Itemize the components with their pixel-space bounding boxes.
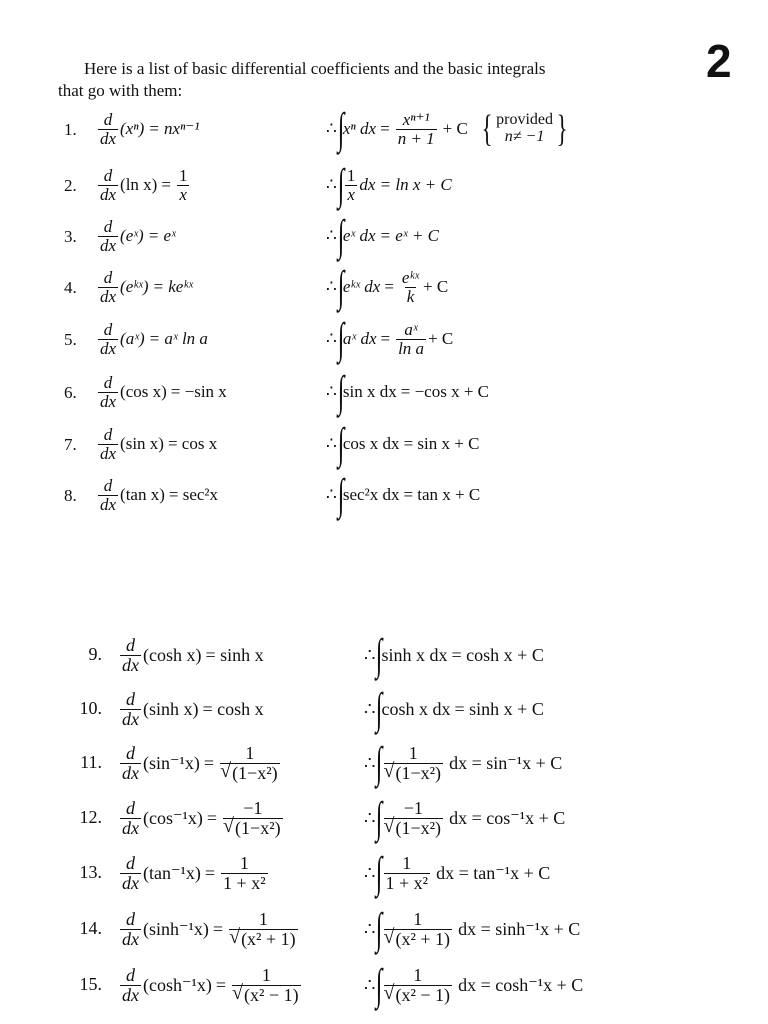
d-dx-operator: $\frac{d}{dx}$ bbox=[100, 424, 117, 463]
derivative-result: = sec²x bbox=[168, 485, 219, 504]
integral-symbol: ∫ bbox=[376, 738, 383, 788]
therefore-symbol: ∴ bbox=[326, 434, 337, 453]
integrand-fraction: $\frac{1}{x}$ bbox=[346, 165, 356, 204]
formula-row-3 bbox=[0, 211, 768, 261]
derivative-arg: (sinh⁻¹x) bbox=[143, 918, 209, 939]
row-number: 3. bbox=[64, 227, 77, 246]
row-number: 11. bbox=[80, 752, 102, 772]
row-number: 7. bbox=[64, 435, 77, 454]
integral-symbol: ∫ bbox=[337, 104, 345, 154]
integral bbox=[326, 262, 448, 312]
d-dx-operator: $\frac{d}{dx}$ bbox=[122, 688, 139, 729]
d-dx-operator: $\frac{d}{dx}$ bbox=[100, 372, 117, 411]
derivative-fraction: 1 √ (1−x²) bbox=[220, 744, 280, 783]
d-dx-operator: $\frac{d}{dx}$ bbox=[122, 797, 139, 838]
row-number: 9. bbox=[88, 644, 102, 664]
integral bbox=[364, 682, 544, 736]
integrand-fraction: 1 √ (1−x²) bbox=[384, 744, 444, 783]
integral-symbol: ∫ bbox=[337, 470, 345, 520]
integrand: aˣ dx bbox=[342, 329, 377, 348]
integral-fraction: $\frac{\text{aˣ}}{\text{ln a}}$ bbox=[398, 319, 425, 358]
integral-symbol: ∫ bbox=[337, 211, 345, 261]
integral bbox=[326, 211, 439, 261]
derivative-fraction: 1 √ (x² + 1) bbox=[229, 910, 298, 949]
therefore-symbol: ∴ bbox=[326, 485, 337, 504]
integral bbox=[364, 628, 544, 682]
intro-line-2: that go with them: bbox=[58, 81, 183, 100]
integrand: eᵏˣ dx bbox=[342, 277, 381, 296]
d-dx-operator: $\frac{d}{dx}$ bbox=[100, 475, 117, 514]
row-number: 15. bbox=[79, 974, 102, 994]
integrand: cos x dx bbox=[342, 434, 400, 453]
derivative-arg: (eˣ) bbox=[120, 226, 144, 245]
row-number: 8. bbox=[64, 486, 77, 505]
condition-note bbox=[478, 107, 571, 150]
row-number: 10. bbox=[79, 698, 102, 718]
integral-tail: dx = tan⁻¹x + C bbox=[436, 862, 551, 883]
integrand-fraction: $\frac{1}{\text{1 + x²}}$ bbox=[385, 852, 429, 893]
therefore-symbol: ∴ bbox=[326, 277, 337, 296]
integral-fraction: $\frac{\text{eᵏˣ}}{k}$ bbox=[401, 267, 420, 306]
integral-symbol: ∫ bbox=[376, 793, 383, 843]
integral-tail: dx = sinh⁻¹x + C bbox=[458, 918, 581, 939]
integrand-fraction: 1 √ (x² − 1) bbox=[384, 966, 453, 1005]
integral bbox=[364, 791, 565, 845]
integral bbox=[364, 902, 580, 956]
integral-symbol: ∫ bbox=[337, 314, 345, 364]
sqrt-icon: √ (x² − 1) bbox=[234, 985, 299, 1005]
derivative-result: = keᵏˣ bbox=[152, 277, 193, 296]
equals: = bbox=[384, 277, 394, 296]
integral-tail: + C bbox=[428, 329, 454, 348]
derivative-fraction: $\frac{1}{\text{1 + x²}}$ bbox=[223, 852, 266, 893]
integral bbox=[326, 470, 480, 520]
derivative bbox=[96, 470, 218, 520]
derivative bbox=[118, 958, 303, 1012]
page-number: 2 bbox=[706, 35, 732, 87]
derivative-result: = nxⁿ⁻¹ bbox=[148, 119, 200, 138]
formula-row-6 bbox=[0, 367, 768, 417]
equals: = bbox=[206, 807, 218, 828]
d-dx-operator: $\frac{d}{dx}$ bbox=[100, 267, 117, 306]
integrand: sin x dx bbox=[342, 382, 397, 401]
integrand-fraction: −1 √ (1−x²) bbox=[384, 799, 444, 838]
integral-tail: dx = cosh⁻¹x + C bbox=[458, 974, 584, 995]
derivative bbox=[118, 902, 300, 956]
row-number: 13. bbox=[79, 862, 102, 882]
therefore-symbol: ∴ bbox=[326, 329, 337, 348]
derivative-result: = sinh x bbox=[205, 644, 264, 665]
derivative-arg: (cos x) bbox=[120, 382, 167, 401]
integral bbox=[326, 419, 479, 469]
sqrt-icon: √ (x² − 1) bbox=[386, 985, 451, 1005]
d-dx-operator: $\frac{d}{dx}$ bbox=[122, 852, 139, 893]
derivative-arg: (ln x) bbox=[120, 175, 158, 194]
derivative-result: = aˣ ln a bbox=[148, 329, 208, 348]
integral bbox=[326, 160, 452, 210]
sqrt-icon: √ (1−x²) bbox=[386, 818, 442, 838]
derivative-result: = cosh x bbox=[202, 698, 264, 719]
integral-tail: = cosh x + C bbox=[451, 644, 544, 665]
derivative-arg: (cos⁻¹x) bbox=[143, 807, 203, 828]
formula-row-1 bbox=[0, 104, 768, 154]
row-number: 4. bbox=[64, 278, 77, 297]
equals: = bbox=[212, 918, 224, 939]
left-brace-icon: { bbox=[481, 107, 493, 150]
integral bbox=[364, 846, 550, 900]
integral-symbol: ∫ bbox=[376, 684, 383, 734]
integral-symbol: ∫ bbox=[337, 419, 345, 469]
derivative bbox=[96, 419, 217, 469]
integral-symbol: ∫ bbox=[376, 848, 383, 898]
derivative bbox=[118, 628, 264, 682]
integral-tail: = eˣ + C bbox=[379, 226, 439, 245]
integral-tail: = sinh x + C bbox=[454, 698, 544, 719]
derivative-arg: (aˣ) bbox=[120, 329, 145, 348]
derivative bbox=[118, 682, 264, 736]
integral bbox=[364, 958, 583, 1012]
derivative bbox=[96, 104, 199, 154]
formula-row-2 bbox=[0, 160, 768, 210]
sqrt-icon: √ (1−x²) bbox=[386, 763, 442, 783]
therefore-symbol: ∴ bbox=[364, 698, 376, 719]
formula-row-4 bbox=[0, 262, 768, 312]
formula-row-8 bbox=[0, 470, 768, 520]
integral-tail: dx = cos⁻¹x + C bbox=[449, 807, 566, 828]
derivative-arg: (xⁿ) bbox=[120, 119, 145, 138]
integral-symbol: ∫ bbox=[337, 262, 345, 312]
sqrt-icon: √ (1−x²) bbox=[225, 818, 281, 838]
d-dx-operator: $\frac{d}{dx}$ bbox=[122, 964, 139, 1005]
integrand: sinh x dx bbox=[381, 644, 448, 665]
formula-row-14 bbox=[0, 902, 768, 952]
derivative bbox=[96, 211, 176, 261]
derivative-arg: (eᵏˣ) bbox=[120, 277, 149, 296]
integral-symbol: ∫ bbox=[376, 904, 383, 954]
derivative-arg: (sinh x) bbox=[143, 698, 199, 719]
sqrt-icon: √ (x² + 1) bbox=[386, 929, 451, 949]
intro-text bbox=[58, 58, 678, 102]
integral bbox=[326, 104, 571, 154]
row-number: 14. bbox=[79, 918, 102, 938]
equals: = bbox=[204, 862, 216, 883]
therefore-symbol: ∴ bbox=[364, 807, 376, 828]
integral bbox=[326, 367, 489, 417]
row-number: 2. bbox=[64, 176, 77, 195]
sqrt-icon: √ (1−x²) bbox=[222, 763, 278, 783]
derivative-arg: (tan⁻¹x) bbox=[143, 862, 201, 883]
d-dx-operator: $\frac{d}{dx}$ bbox=[122, 908, 139, 949]
integral-tail: dx = ln x + C bbox=[359, 175, 452, 194]
formula-row-9 bbox=[0, 628, 768, 678]
derivative bbox=[96, 160, 191, 210]
integral-tail: dx = sin⁻¹x + C bbox=[449, 752, 563, 773]
formula-row-5 bbox=[0, 314, 768, 364]
condition-line-2: n≠ −1 bbox=[504, 128, 545, 145]
sqrt-icon: √ (x² + 1) bbox=[231, 929, 296, 949]
integral-tail: = −cos x + C bbox=[400, 382, 489, 401]
derivative-fraction: −1 √ (1−x²) bbox=[223, 799, 283, 838]
row-number: 5. bbox=[64, 330, 77, 349]
therefore-symbol: ∴ bbox=[364, 862, 376, 883]
integral-tail: = sin x + C bbox=[403, 434, 480, 453]
integral-symbol: ∫ bbox=[376, 960, 383, 1010]
derivative-result: = eˣ bbox=[147, 226, 176, 245]
derivative-arg: (cosh x) bbox=[143, 644, 202, 665]
therefore-symbol: ∴ bbox=[364, 644, 376, 665]
derivative bbox=[118, 736, 282, 790]
equals: = bbox=[380, 119, 390, 138]
integral-symbol: ∫ bbox=[337, 160, 345, 210]
equals: = bbox=[380, 329, 391, 348]
equals: = bbox=[203, 752, 215, 773]
integrand-fraction: 1 √ (x² + 1) bbox=[384, 910, 453, 949]
formula-row-10 bbox=[0, 682, 768, 732]
derivative-arg: (sin x) bbox=[120, 434, 164, 453]
d-dx-operator: $\frac{d}{dx}$ bbox=[100, 109, 117, 148]
derivative bbox=[96, 367, 227, 417]
derivative-fraction: 1 √ (x² − 1) bbox=[232, 966, 301, 1005]
therefore-symbol: ∴ bbox=[326, 175, 337, 194]
therefore-symbol: ∴ bbox=[326, 382, 337, 401]
derivative-fraction: $\frac{1}{x}$ bbox=[178, 165, 188, 204]
derivative-result: = cos x bbox=[167, 434, 218, 453]
formula-row-15 bbox=[0, 958, 768, 1008]
d-dx-operator: $\frac{d}{dx}$ bbox=[122, 742, 139, 783]
d-dx-operator: $\frac{d}{dx}$ bbox=[100, 165, 117, 204]
formula-row-12 bbox=[0, 791, 768, 841]
therefore-symbol: ∴ bbox=[326, 119, 337, 138]
d-dx-operator: $\frac{d}{dx}$ bbox=[122, 634, 139, 675]
formula-row-11 bbox=[0, 736, 768, 786]
integral-fraction: $\frac{\text{xⁿ⁺¹}}{n + 1}$ bbox=[397, 109, 435, 148]
derivative bbox=[118, 846, 270, 900]
right-brace-icon: } bbox=[556, 107, 568, 150]
row-number: 12. bbox=[79, 807, 102, 827]
derivative-arg: (sin⁻¹x) bbox=[143, 752, 200, 773]
intro-line-1: Here is a list of basic differential coefficients and the basic integrals bbox=[84, 59, 546, 78]
row-number: 6. bbox=[64, 383, 77, 402]
formula-row-7 bbox=[0, 419, 768, 469]
integral bbox=[326, 314, 453, 364]
row-number: 1. bbox=[64, 120, 77, 139]
d-dx-operator: $\frac{d}{dx}$ bbox=[100, 216, 117, 255]
derivative-arg: (tan x) bbox=[120, 485, 165, 504]
equals: = bbox=[161, 175, 171, 194]
therefore-symbol: ∴ bbox=[364, 974, 376, 995]
integrand: sec²x dx bbox=[342, 485, 400, 504]
derivative-arg: (cosh⁻¹x) bbox=[143, 974, 212, 995]
formula-row-13 bbox=[0, 846, 768, 896]
integrand: xⁿ dx bbox=[342, 119, 377, 138]
derivative bbox=[96, 262, 193, 312]
integral-symbol: ∫ bbox=[376, 630, 383, 680]
integral-tail: + C bbox=[423, 277, 449, 296]
integrand: cosh x dx bbox=[381, 698, 451, 719]
therefore-symbol: ∴ bbox=[364, 752, 376, 773]
d-dx-operator: $\frac{d}{dx}$ bbox=[100, 319, 117, 358]
equals: = bbox=[215, 974, 227, 995]
therefore-symbol: ∴ bbox=[326, 226, 337, 245]
derivative-result: = −sin x bbox=[170, 382, 227, 401]
integral-tail: = tan x + C bbox=[403, 485, 481, 504]
therefore-symbol: ∴ bbox=[364, 918, 376, 939]
integral-symbol: ∫ bbox=[337, 367, 345, 417]
derivative bbox=[96, 314, 208, 364]
integral bbox=[364, 736, 562, 790]
condition-line-1: provided bbox=[496, 111, 553, 129]
derivative bbox=[118, 791, 285, 845]
integral-tail: + C bbox=[442, 119, 468, 138]
integrand: eˣ dx bbox=[342, 226, 376, 245]
